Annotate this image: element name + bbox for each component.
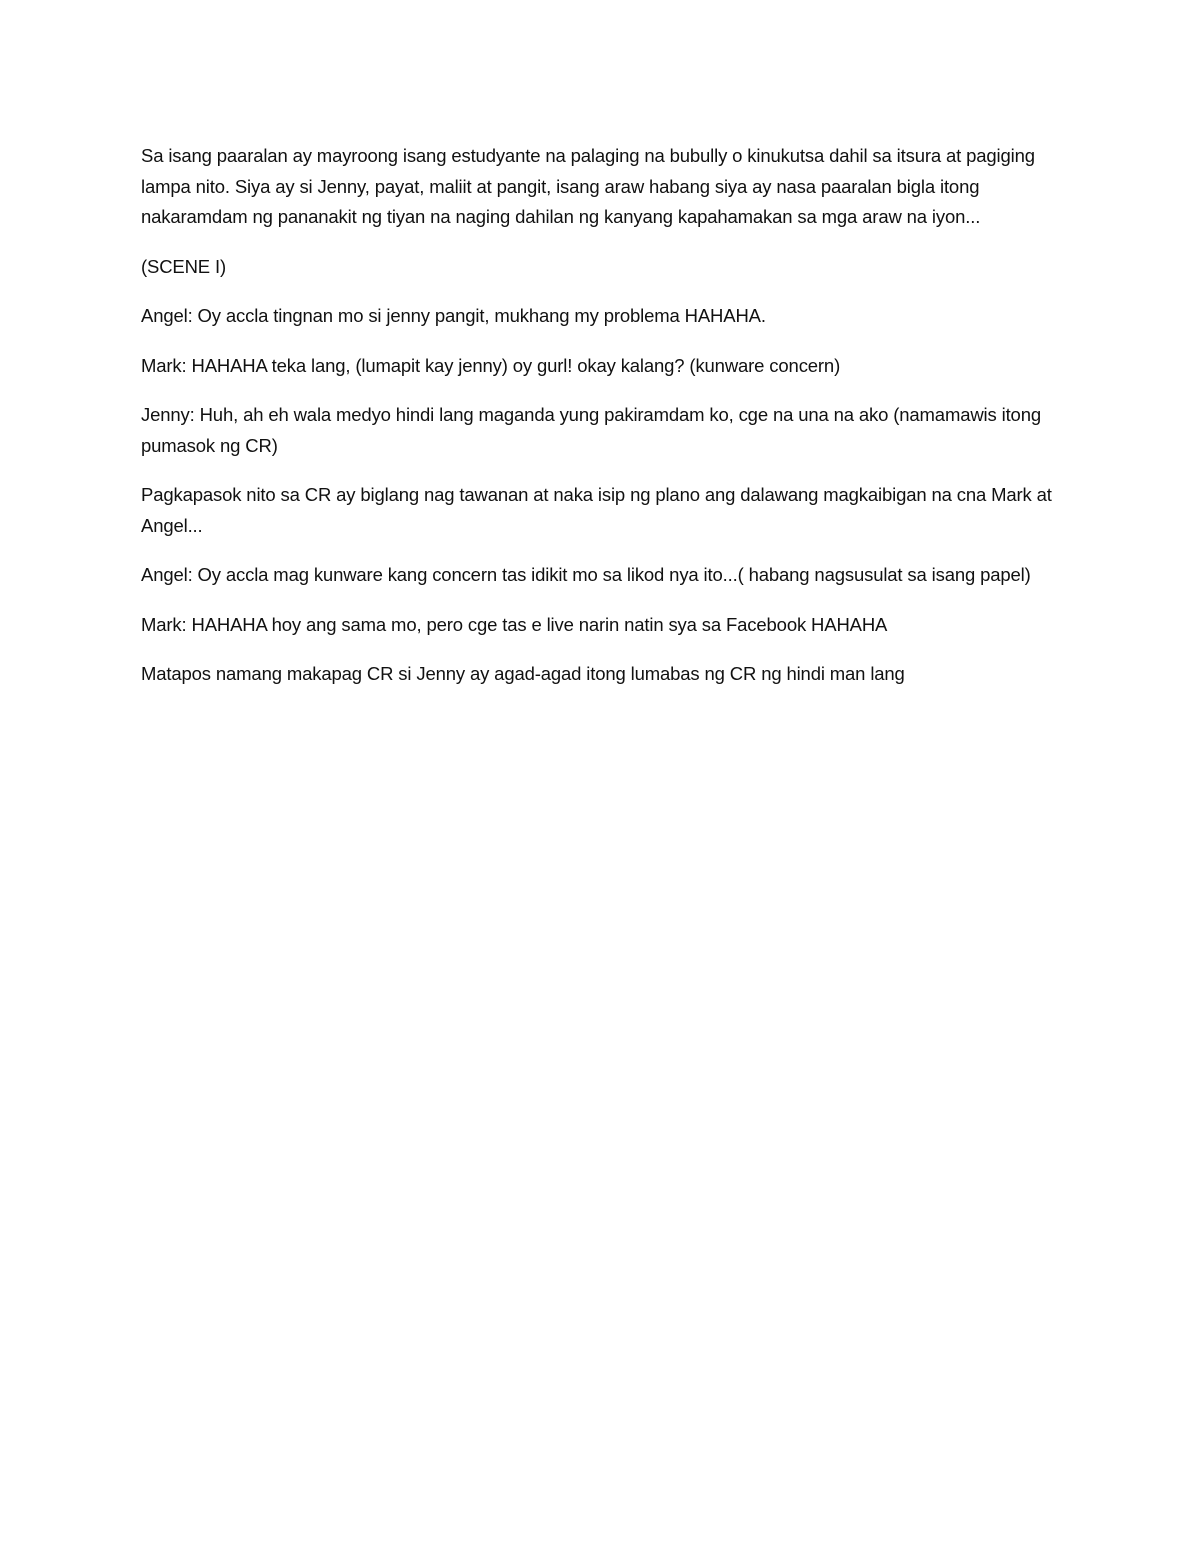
- paragraph-narration-2: Matapos namang makapag CR si Jenny ay agad-agad itong lumabas ng CR ng hindi man lang: [141, 663, 905, 684]
- paragraph-dialogue-mark-2: Mark: HAHAHA hoy ang sama mo, pero cge tas e live narin natin sya sa Facebook HAHAHA: [141, 613, 888, 635]
- paragraph-dialogue-angel-2: Angel: Oy accla mag kunware kang concern tas idikit mo sa likod nya ito...( habang nagsusulat sa isang papel): [141, 564, 1031, 585]
- paragraph-dialogue-angel-1: Angel: Oy accla tingnan mo si jenny pangit, mukhang my problema HAHAHA.: [141, 305, 766, 326]
- paragraph-scene-heading: (SCENE I): [141, 255, 226, 277]
- paragraph-dialogue-jenny-1: Jenny: Huh, ah eh wala medyo hindi lang maganda yung pakiramdam ko, cge na una na ako (namamawis itong pumasok ng CR): [141, 404, 1041, 456]
- document-body: [141, 141, 1066, 709]
- paragraph-intro: Sa isang paaralan ay mayroong isang estudyante na palaging na bubully o kinukutsa dahil sa itsura at pagiging lampa nito. Siya ay si Jenny, payat, maliit at pangit, isang araw habang siya ay nasa paaralan bigla itong nakaramdam ng pananakit ng tiyan na naging dahilan ng kanyang kapahamakan sa mga araw na iyon...: [141, 145, 1035, 227]
- paragraph-narration-1: Pagkapasok nito sa CR ay biglang nag tawanan at naka isip ng plano ang dalawang magkaibigan na cna Mark at Angel...: [141, 484, 1052, 536]
- paragraph-dialogue-mark-1: Mark: HAHAHA teka lang, (lumapit kay jenny) oy gurl! okay kalang? (kunware concern): [141, 354, 841, 376]
